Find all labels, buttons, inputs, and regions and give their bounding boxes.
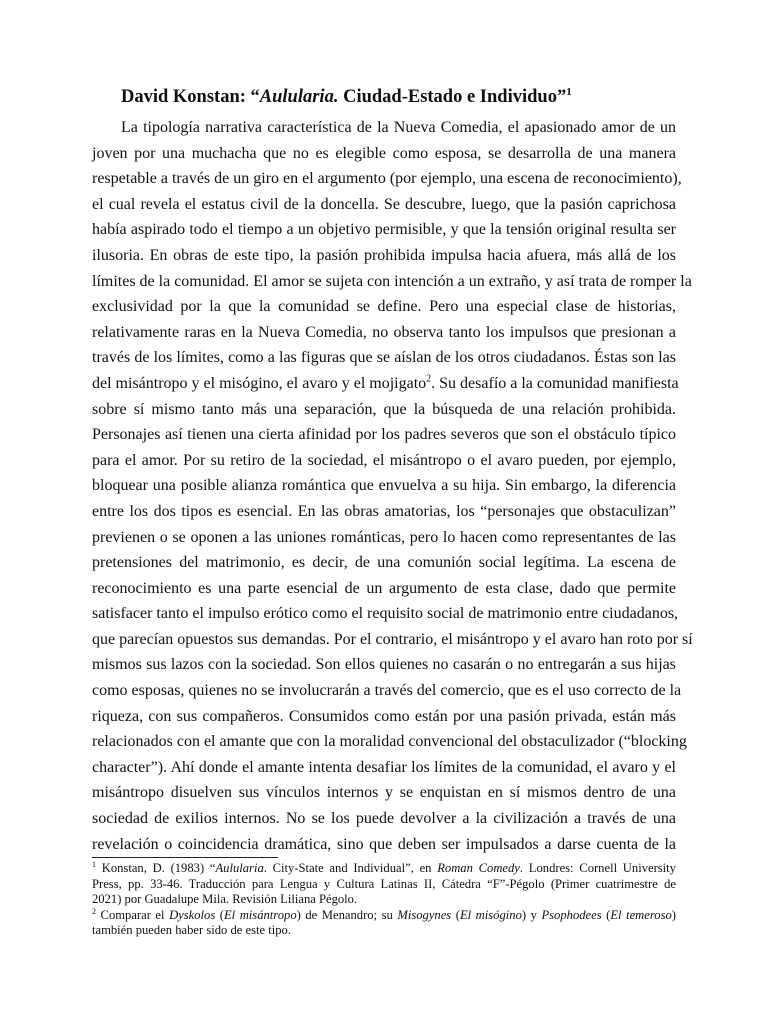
title-prefix: David Konstan: “: [121, 87, 260, 107]
footnote-divider: [92, 857, 278, 858]
footnote-2-italic-4: El misógino: [459, 907, 522, 922]
footnote-2-part-1: Comparar el: [96, 907, 170, 922]
body-line-17: previenen o se oponen a las uniones románticas, pero lo hacen como representantes de las: [92, 528, 676, 546]
body-line-1: La tipología narrativa característica de la Nueva Comedia, el apasionado amor de un: [121, 119, 676, 136]
footnote-1-italic-2: Roman Comedy: [437, 861, 520, 875]
body-line-11: [92, 371, 679, 397]
document-title: [121, 85, 572, 109]
body-line-9: relativamente raras en la Nueva Comedia, no observa tanto los impulsos que presionan a: [92, 323, 676, 341]
title-suffix: Ciudad-Estado e Individuo”: [338, 87, 567, 107]
footnote-2-italic-6: El temeroso: [610, 907, 672, 922]
footnote-1-part-3: . Londres: Cornell University: [519, 861, 676, 875]
body-line-24: riqueza, con sus compañeros. Consumidos como están por una pasión privada, están más: [92, 707, 676, 725]
title-footnote-mark: 1: [566, 85, 572, 98]
footnote-1-line-3: 2021) por Guadalupe Mila. Revisión Liliana Pégolo.: [92, 892, 358, 907]
body-line-6: ilusoria. En obras de este tipo, la pasión prohibida impulsa hacia afuera, más allá de los: [92, 246, 676, 264]
footnote-1-line-2: Press, pp. 33-46. Traducción para Lengua y Cultura Latinas II, Cátedra “F”-Pégolo (Primer cuatrimestre de: [92, 876, 676, 891]
title-italic: Aulularia.: [259, 87, 339, 107]
footnote-1-part-2: . City-State and Individual”, en: [263, 861, 438, 875]
body-line-25: relacionados con el amante que con la moralidad convencional del obstaculizador (“blocking: [92, 733, 687, 751]
footnote-2-line-1: [92, 908, 676, 924]
footnote-2-italic-2: El misántropo: [223, 907, 297, 922]
body-line-10: través de los límites, como a las figuras que se aíslan de los otros ciudadanos. Éstas son las: [92, 349, 676, 367]
body-line-13: Personajes así tienen una cierta afinidad por los padres severos que son el obstáculo típico: [92, 426, 676, 444]
body-line-7: límites de la comunidad. El amor se sujeta con intención a un extraño, y así trata de romper la: [92, 272, 692, 290]
body-line-18: pretensiones del matrimonio, es decir, de una comunión social legítima. La escena de: [92, 554, 676, 572]
footnote-2-part-6: (: [601, 907, 611, 922]
body-line-19: reconocimiento es una parte esencial de un argumento de esta clase, dado que permite: [92, 579, 676, 597]
footnote-2-italic-3: Misogynes: [397, 907, 452, 922]
body-line-21: que parecían opuestos sus demandas. Por el contrario, el misántropo y el avaro han roto por sí: [92, 630, 693, 648]
body-line-8: exclusividad por la que la comunidad se define. Pero una especial clase de historias,: [92, 298, 676, 316]
body-line-5: había aspirado todo el tiempo a un objetivo permisible, y que la tensión original resulta ser: [92, 221, 676, 239]
footnote-2-line-2: también pueden haber sido de este tipo.: [92, 923, 291, 938]
footnote-2-part-4: (: [451, 907, 460, 922]
footnote-2-part-5: ) y: [521, 907, 542, 922]
footnote-2-mark: 2: [92, 906, 96, 916]
body-line-2: joven por una muchacha que no es elegible como esposa, se desarrolla de una manera: [92, 144, 676, 162]
footnote-1-italic-1: Aulularia: [215, 861, 264, 875]
body-paragraph: [92, 115, 693, 857]
footnote-1-part-1: Konstan, D. (1983) “: [96, 861, 216, 875]
body-line-27: misántropo disuelven sus vínculos internos y se enquistan en sí mismos dentro de una: [92, 784, 676, 802]
body-line-28: sociedad de exilios internos. No se los puede devolver a la civilización a través de una: [92, 810, 676, 828]
body-line-15: bloquear una posible alianza romántica que envuelva a su hija. Sin embargo, la diferencia: [92, 477, 676, 495]
body-line-26: character”). Ahí donde el amante intenta desafiar los límites de la comunidad, el avaro y el: [92, 758, 676, 776]
footnote-2-italic-5: Psophodees: [541, 907, 602, 922]
body-line-3: respetable a través de un giro en el argumento (por ejemplo, una escena de reconocimiento),: [92, 170, 682, 188]
body-line-14: para el amor. Por su retiro de la sociedad, el misántropo o el avaro pueden, por ejemplo,: [92, 451, 676, 469]
footnotes: [92, 861, 676, 939]
body-line-16: entre los dos tipos es esencial. En las obras amatorias, los “personajes que obstaculizan”: [92, 502, 676, 520]
footnote-1-mark: 1: [92, 859, 96, 869]
body-line-22: mismos sus lazos con la sociedad. Son ellos quienes no casarán o no entregarán a sus hijas: [92, 656, 676, 674]
footnote-1-line-1: [92, 861, 676, 877]
footnote-2-part-2: (: [215, 907, 224, 922]
footnote-2-italic-1: Dyskolos: [169, 907, 216, 922]
body-line-4: el cual revela el estatus civil de la doncella. Se descubre, luego, que la pasión caprichosa: [92, 195, 676, 213]
footnote-mark-2: 2: [426, 373, 432, 385]
body-line-23: como esposas, quienes no se involucrarán a través del comercio, que es el uso correcto de la: [92, 682, 682, 700]
body-line-20: satisfacer tanto el impulso erótico como el requisito social de matrimonio entre ciudadanos,: [92, 605, 679, 623]
body-line-11-tail: . Su desafío a la comunidad manifiesta: [431, 374, 679, 392]
body-line-29: revelación o coincidencia dramática, sino que deben ser impulsados a darse cuenta de la: [92, 835, 676, 853]
body-line-11-head: del misántropo y el misógino, el avaro y el mojigato: [92, 374, 427, 392]
footnote-2-part-3: ) de Menandro; su: [296, 907, 398, 922]
footnote-2-part-7: ): [671, 907, 676, 922]
body-line-12: sobre sí mismo tanto más una separación, que la búsqueda de una relación prohibida.: [92, 400, 676, 418]
